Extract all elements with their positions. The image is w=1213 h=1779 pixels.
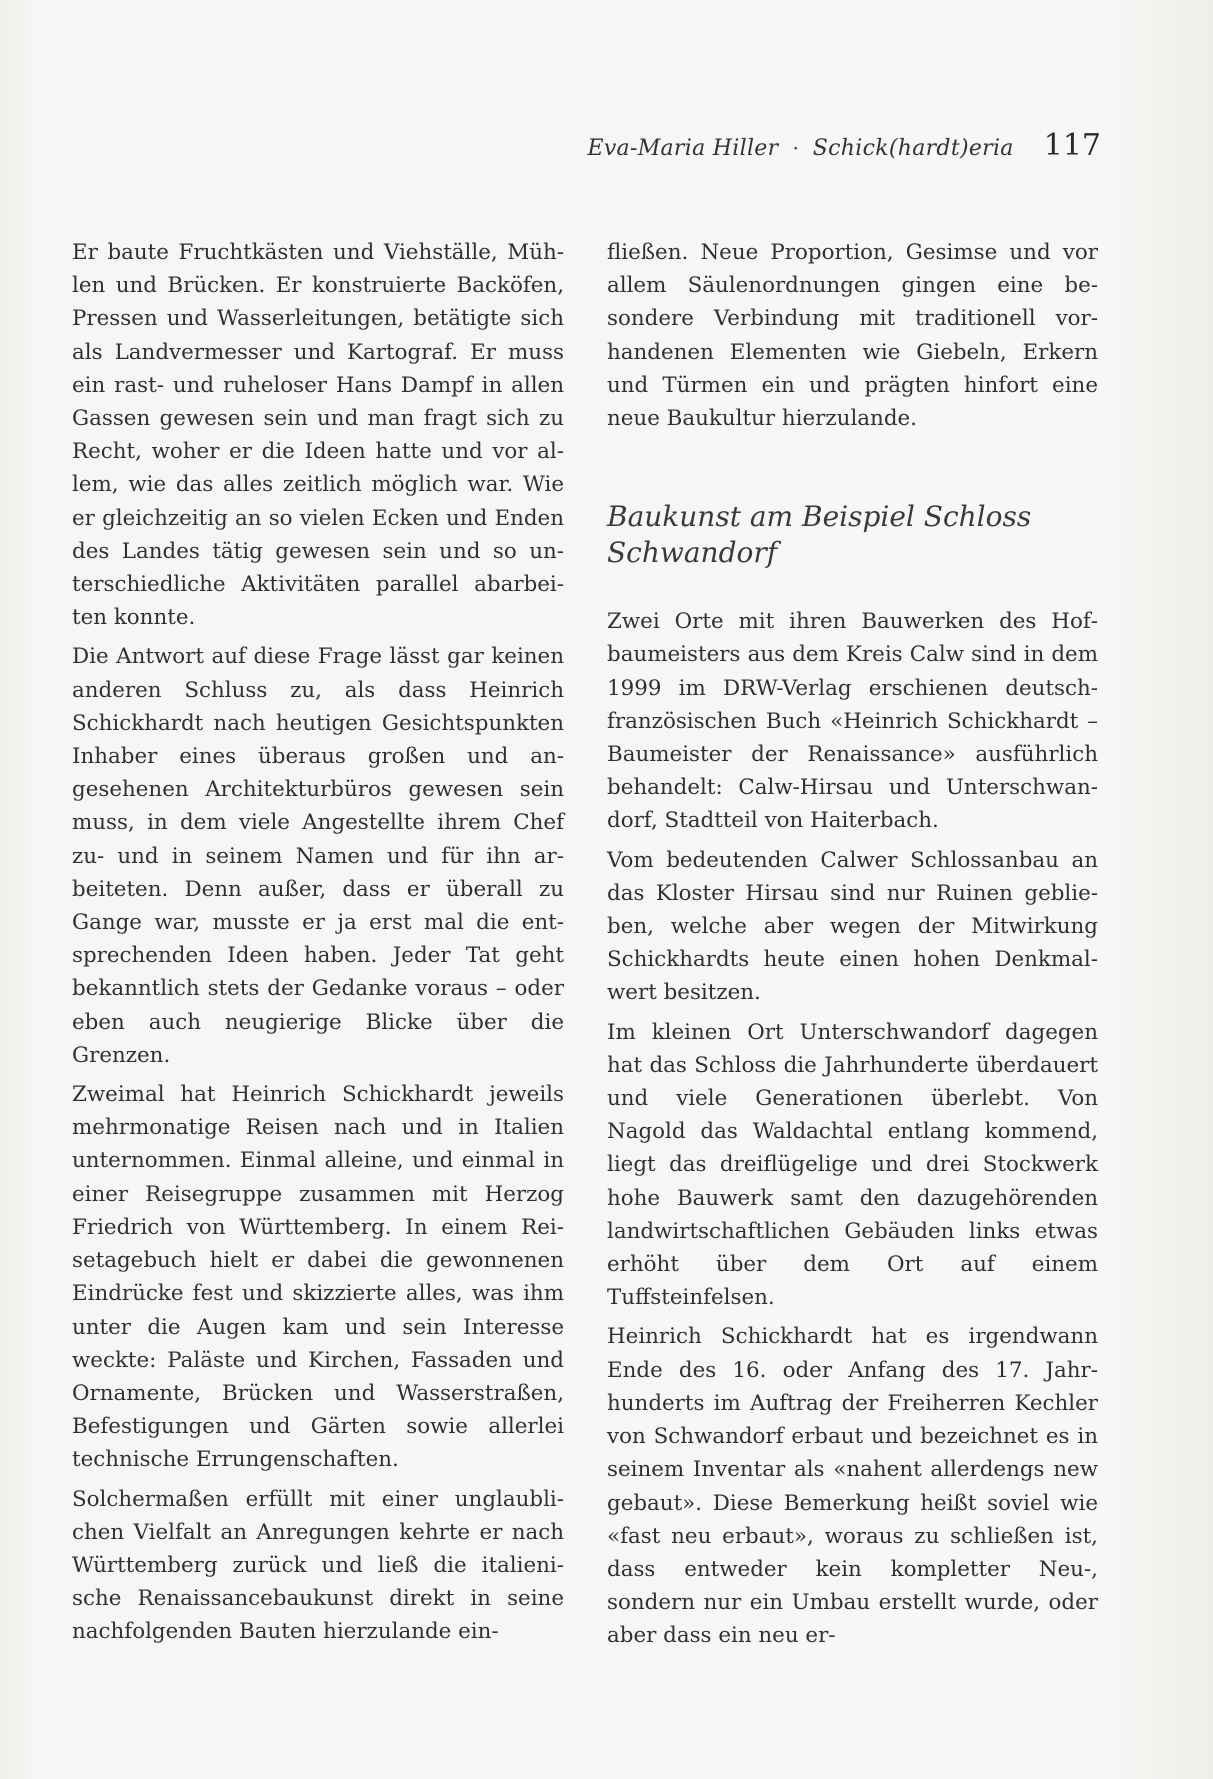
paragraph: Im kleinen Ort Unterschwandorf dagegen hat das Schloss die Jahrhunderte überdauert und viele Generationen überlebt. Von Nagold das Waldachtal entlang kommend, liegt das dreiflügelige und drei Stockwerk hohe Bauwerk samt den dazugehörenden landwirtschaftlichen Gebäuden links etwas erhöht über dem Ort auf einem Tuffsteinfelsen.	[607, 1019, 1098, 1311]
paragraph: Er baute Fruchtkästen und Viehställe, Mühlen und Brücken. Er konstruierte Backöfen, Pressen und Wasserleitungen, betätigte sich als Landvermesser und Kartograf. Er muss ein rast- und ruheloser Hans Dampf in allen Gassen gewesen sein und man fragt sich zu Recht, woher er die Ideen hatte und vor allem, wie das alles zeitlich möglich war. Wie er gleichzeitig an so vielen Ecken und Enden des Landes tätig gewesen sein und so unterschiedliche Aktivitäten parallel abarbeiten konnte.	[72, 240, 564, 631]
paragraph: Heinrich Schickhardt hat es irgendwann Ende des 16. oder Anfang des 17. Jahrhunderts im Auftrag der Freiherren Kechler von Schwandorf erbaut und bezeichnet es in seinem Inventar als «nahent allerdengs new gebaut». Diese Bemerkung heißt soviel wie «fast neu erbaut», woraus zu schließen ist, dass entweder kein kompletter Neu-, sondern nur ein Umbau erstellt wurde, oder aber dass ein neu er-	[607, 1324, 1098, 1649]
running-header	[587, 128, 1101, 163]
header-separator: ·	[792, 136, 799, 160]
paragraph-continued: fließen. Neue Proportion, Gesimse und vor allem Säulenordnungen gingen eine besondere Verbindung mit traditionell vorhandenen Elementen wie Giebeln, Erkern und Türmen ein und prägten hinfort eine neue Baukultur hierzulande.	[607, 240, 1098, 432]
paragraph: Vom bedeutenden Calwer Schlossanbau an das Kloster Hirsau sind nur Ruinen geblieben, welche aber wegen der Mitwirkung Schickhardts heute einen hohen Denkmalwert besitzen.	[607, 847, 1098, 1006]
section-heading: Baukunst am Beispiel Schloss Schwandorf	[607, 500, 1032, 570]
paragraph: Solchermaßen erfüllt mit einer unglaublichen Vielfalt an Anregungen kehrte er nach Württemberg zurück und ließ die italienische Renaissancebaukunst direkt in seine nachfolgenden Bauten hierzulande ein-	[72, 1486, 564, 1645]
left-column	[72, 236, 564, 1655]
page-number: 117	[1043, 128, 1101, 163]
paragraph: Zwei Orte mit ihren Bauwerken des Hofbaumeisters aus dem Kreis Calw sind in dem 1999 im DRW-Verlag erschienen deutsch-französischen Buch «Heinrich Schickhardt – Baumeister der Renaissance» ausführlich behandelt: Calw-Hirsau und Unterschwandorf, Stadtteil von Haiterbach.	[607, 609, 1098, 834]
paragraph: Zweimal hat Heinrich Schickhardt jeweils mehrmonatige Reisen nach und in Italien unternommen. Einmal alleine, und einmal in einer Reisegruppe zusammen mit Herzog Friedrich von Württemberg. In einem Reisetagebuch hielt er dabei die gewonnenen Eindrücke fest und skizzierte alles, was ihm unter die Augen kam und sein Interesse weckte: Paläste und Kirchen, Fassaden und Ornamente, Brücken und Wasserstraßen, Befestigungen und Gärten sowie allerlei technische Errungenschaften.	[72, 1082, 564, 1473]
paragraph: Die Antwort auf diese Frage lässt gar keinen anderen Schluss zu, als dass Heinrich Schickhardt nach heutigen Gesichtspunkten Inhaber eines überaus großen und angesehenen Architekturbüros gewesen sein muss, in dem viele Angestellte ihrem Chef zu- und in seinem Namen und für ihn arbeiteten. Denn außer, dass er überall zu Gange war, musste er ja erst mal die entsprechenden Ideen haben. Jeder Tat geht bekanntlich stets der Gedanke voraus – oder eben auch neugierige Blicke über die Grenzen.	[72, 644, 564, 1068]
header-author: Eva-Maria Hiller	[587, 136, 779, 161]
right-column	[607, 236, 1098, 1659]
header-title: Schick(hardt)eria	[812, 136, 1014, 161]
